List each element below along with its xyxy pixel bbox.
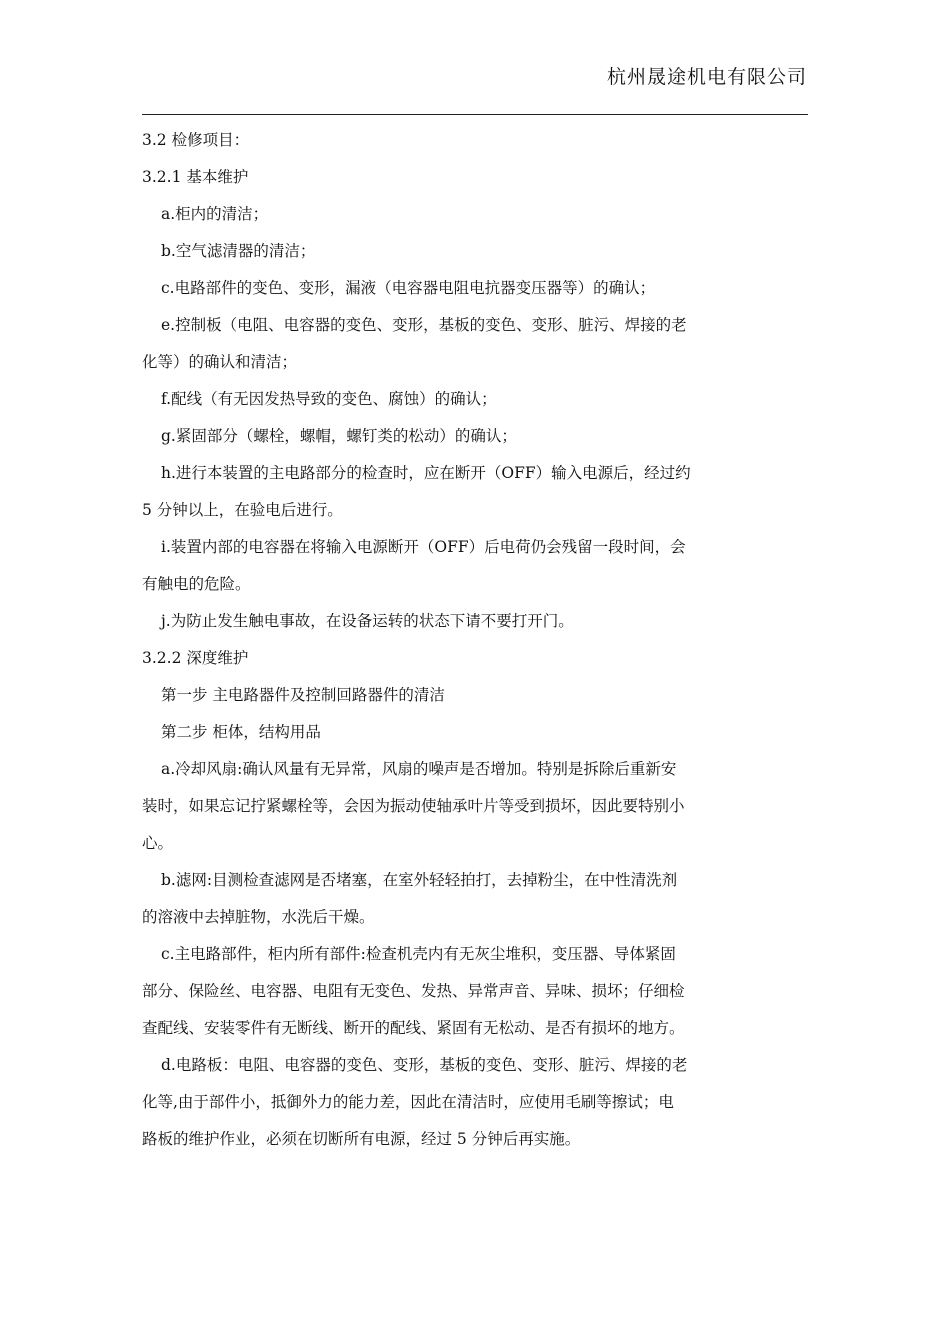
text-line: d.电路板：电阻、电容器的变色、变形，基板的变色、变形、脏污、焊接的老 <box>161 1056 688 1074</box>
text-line: 查配线、安装零件有无断线、断开的配线、紧固有无松动、是否有损坏的地方。 <box>142 1019 685 1037</box>
text-line: i.装置内部的电容器在将输入电源断开（OFF）后电荷仍会残留一段时间，会 <box>161 538 686 556</box>
text-line: c.电路部件的变色、变形，漏液（电容器电阻电抗器变压器等）的确认； <box>161 279 656 297</box>
text-line: e.控制板（电阻、电容器的变色、变形，基板的变色、变形、脏污、焊接的老 <box>161 316 687 334</box>
header-divider <box>142 114 808 115</box>
text-line: g.紧固部分（螺栓，螺帽，螺钉类的松动）的确认； <box>161 427 517 445</box>
text-line: 第一步 主电路器件及控制回路器件的清洁 <box>161 686 445 704</box>
text-line: f.配线（有无因发热导致的变色、腐蚀）的确认； <box>161 390 497 408</box>
text-line: 的溶液中去掉脏物，水洗后干燥。 <box>142 908 375 926</box>
text-line: 心。 <box>142 834 174 852</box>
text-line: 3.2 检修项目： <box>142 131 250 149</box>
text-line: 路板的维护作业，必须在切断所有电源，经过 5 分钟后再实施。 <box>142 1130 581 1148</box>
text-line: 化等,由于部件小，抵御外力的能力差，因此在清洁时，应使用毛刷等擦试；电 <box>142 1093 674 1111</box>
text-line: 装时，如果忘记拧紧螺栓等，会因为振动使轴承叶片等受到损坏，因此要特别小 <box>142 797 685 815</box>
header-company-name: 杭州晟途机电有限公司 <box>606 66 807 88</box>
text-line: b.滤网:目测检查滤网是否堵塞，在室外轻轻拍打，去掉粉尘，在中性清洗剂 <box>161 871 678 889</box>
text-line: a.冷却风扇:确认风量有无异常，风扇的噪声是否增加。特别是拆除后重新安 <box>161 760 677 778</box>
text-line: a.柜内的清洁； <box>161 205 269 223</box>
text-line: b.空气滤清器的清洁； <box>161 242 316 260</box>
text-line: 有触电的危险。 <box>142 575 251 593</box>
text-line: 3.2.1 基本维护 <box>142 168 249 186</box>
text-line: 5 分钟以上，在验电后进行。 <box>142 501 343 519</box>
text-line: h.进行本装置的主电路部分的检查时，应在断开（OFF）输入电源后，经过约 <box>161 464 691 482</box>
text-line: 第二步 柜体，结构用品 <box>161 723 321 741</box>
text-line: j.为防止发生触电事故，在设备运转的状态下请不要打开门。 <box>161 612 574 630</box>
document-body <box>142 122 808 1158</box>
text-line: c.主电路部件，柜内所有部件:检查机壳内有无灰尘堆积，变压器、导体紧固 <box>161 945 676 963</box>
text-line: 3.2.2 深度维护 <box>142 649 249 667</box>
text-line: 部分、保险丝、电容器、电阻有无变色、发热、异常声音、异味、损坏；仔细检 <box>142 982 685 1000</box>
text-line: 化等）的确认和清洁； <box>142 353 298 371</box>
